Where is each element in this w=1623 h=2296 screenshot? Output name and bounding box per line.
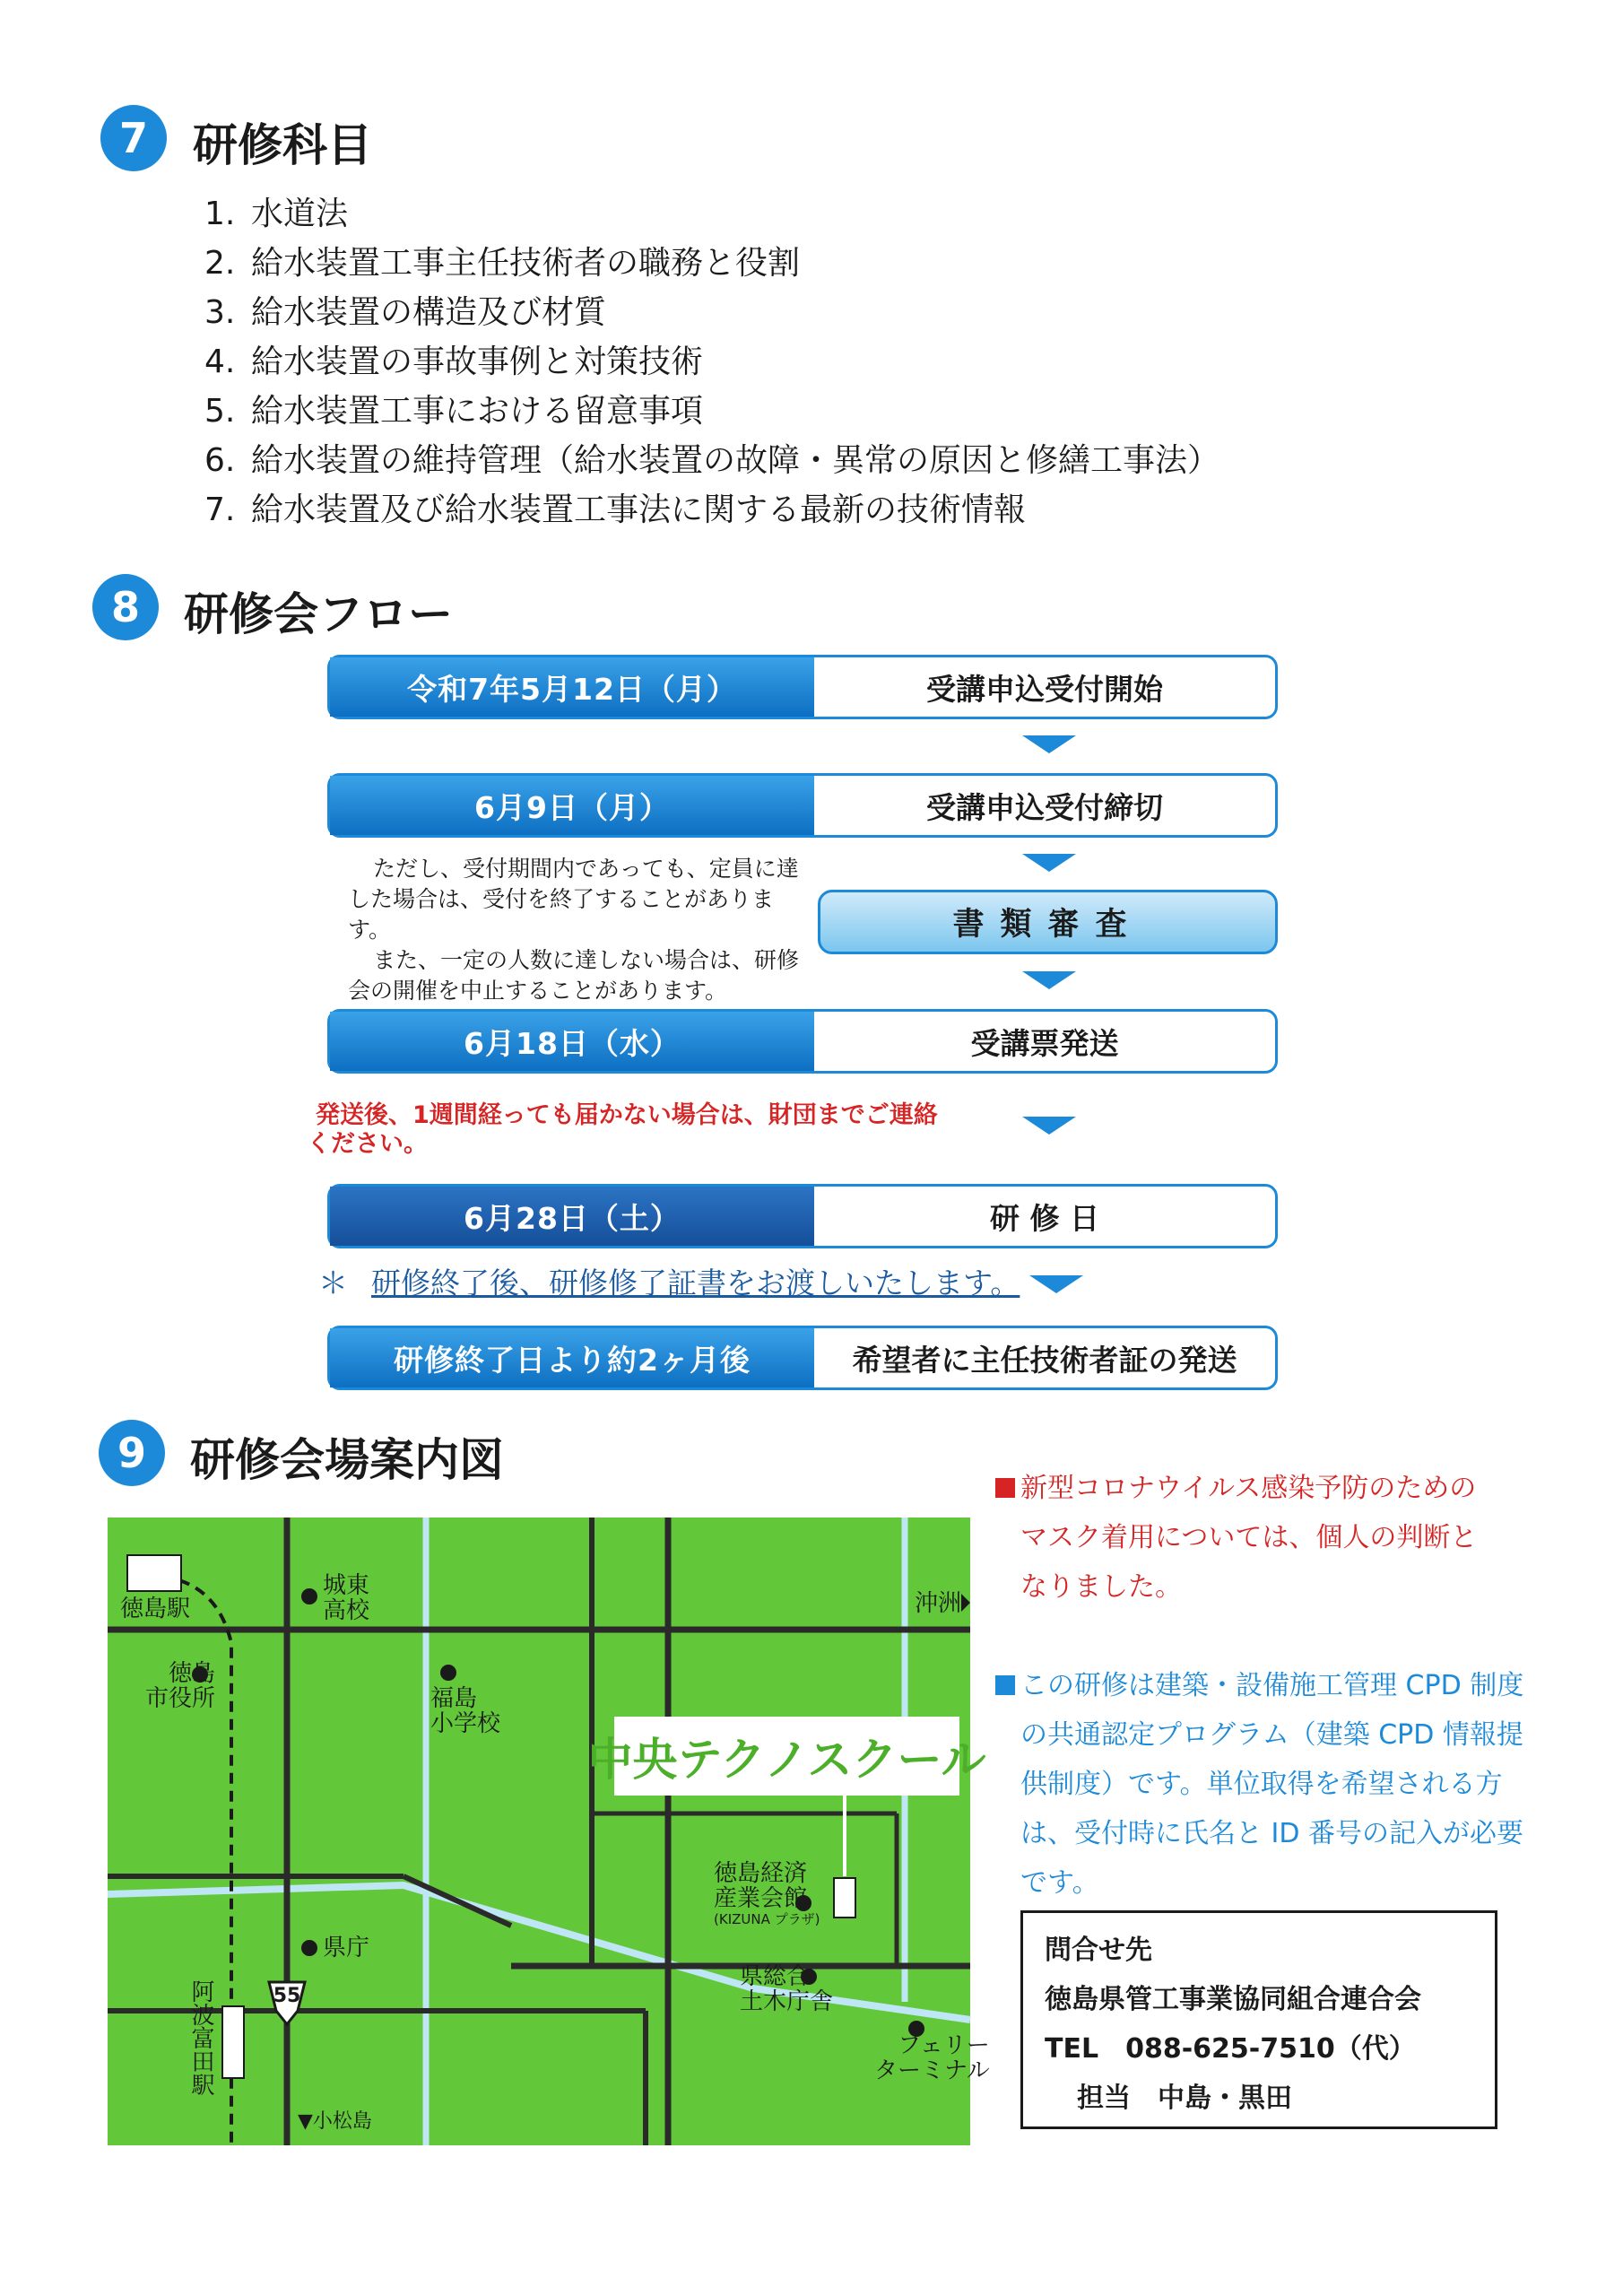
flow-step-date: 研修終了日より約2ヶ月後 <box>330 1328 814 1387</box>
flow-step-label: 受講申込受付開始 <box>926 671 1163 707</box>
section-title-venue: 研修会場案内図 <box>190 1434 504 1486</box>
map-label-joto-high: 城東 高校 <box>323 1572 370 1624</box>
venue-marker-icon <box>834 1878 855 1918</box>
station-icon <box>222 2006 244 2078</box>
map-label-okinosu: 沖洲 <box>915 1590 962 1617</box>
flow-arrow-icon <box>1022 1117 1076 1135</box>
subject-item: 6. 給水装置の維持管理（給水装置の故障・異常の原因と修繕工事法） <box>204 442 1220 479</box>
flow-arrow-icon <box>1022 735 1076 753</box>
square-bullet-icon <box>995 1675 1015 1695</box>
contact-phone: TEL 088-625-7510（代） <box>1045 2033 1416 2065</box>
flow-arrow-icon <box>1022 971 1076 989</box>
flow-step-label: 研 修 日 <box>990 1200 1099 1236</box>
subject-item: 7. 給水装置及び給水装置工事法に関する最新の技術情報 <box>204 491 1027 528</box>
section-7-badge: 7 <box>100 105 167 171</box>
map-venue-sign: 中央テクノスクール <box>614 1717 959 1796</box>
flow-step-application-open <box>327 655 1278 719</box>
contact-heading: 問合せ先 <box>1045 1935 1152 1966</box>
subject-item: 2. 給水装置工事主任技術者の職務と役割 <box>204 245 801 282</box>
section-8-badge: 8 <box>92 574 159 640</box>
flow-arrow-icon <box>1029 1275 1083 1293</box>
map-label-route: 55 <box>273 1985 301 2007</box>
flow-step-label: 希望者に主任技術者証の発送 <box>852 1342 1237 1378</box>
map-label-city-hall: 徳島 市役所 <box>145 1660 216 1712</box>
map-label-tokushima-station: 徳島駅 <box>120 1596 191 1622</box>
flow-step-training-day <box>327 1184 1278 1248</box>
flow-document-review: 書類審査 <box>818 890 1278 954</box>
map-label-ferry-terminal: フェリー ターミナル <box>874 2032 990 2084</box>
contact-person: 担当 中島・黒田 <box>1077 2083 1292 2114</box>
square-bullet-icon <box>995 1478 1015 1498</box>
subject-item: 1. 水道法 <box>204 196 349 232</box>
flow-step-license-dispatch <box>327 1326 1278 1390</box>
subject-item: 4. 給水装置の事故事例と対策技術 <box>204 344 704 380</box>
flow-step-date: 令和7年5月12日（月） <box>330 657 814 717</box>
section-9-badge: 9 <box>99 1420 165 1486</box>
subject-item: 3. 給水装置の構造及び材質 <box>204 294 607 331</box>
flow-step-date: 6月28日（土） <box>330 1187 814 1246</box>
flow-step-label: 受講票発送 <box>970 1025 1119 1061</box>
contact-organization: 徳島県管工事業協同組合連合会 <box>1045 1984 1421 2015</box>
subject-item: 5. 給水装置工事における留意事項 <box>204 393 704 430</box>
landmark-dot-icon <box>301 1940 317 1956</box>
flow-arrow-icon <box>1022 854 1076 872</box>
flow-step-date: 6月18日（水） <box>330 1012 814 1071</box>
flow-certificate-note: ＊ 研修終了後、研修修了証書をお渡しいたします。 <box>318 1265 1020 1300</box>
map-graphic <box>108 1518 970 2145</box>
section-title-flow: 研修会フロー <box>184 588 453 640</box>
flow-step-label: 受講申込受付締切 <box>926 789 1163 825</box>
map-label-awa-tomida: 阿波富田駅 <box>187 1979 214 2096</box>
flow-capacity-note: ただし、受付期間内であっても、定員に達 した場合は、受付を終了することがあります。 また、一定の人数に達しない場合は、研修 会の開催を中止することがあります。 <box>348 856 800 1004</box>
cpd-notice: この研修は建築・設備施工管理 CPD 制度 の共通認定プログラム（建築 CPD 情報提 供制度）です。単位取得を希望される方 は、受付時に氏名と ID 番号の記入が必要 です。 <box>995 1661 1569 1908</box>
map-label-komatsushima: ▼小松島 <box>298 2110 372 2133</box>
flow-step-ticket-dispatch <box>327 1009 1278 1074</box>
landmark-dot-icon <box>301 1588 317 1605</box>
flow-dispatch-note: 発送後、1週間経っても届かない場合は、財団までご連絡 ください。 <box>307 1101 938 1158</box>
landmark-dot-icon <box>440 1665 456 1681</box>
venue-map <box>108 1518 990 2145</box>
map-label-kizuna: 徳島経済 産業会館 (KIZUNA プラザ) <box>714 1860 820 1927</box>
section-title-subjects: 研修科目 <box>193 119 372 171</box>
flow-step-application-close <box>327 773 1278 838</box>
map-label-doboku: 県総合 土木庁舎 <box>740 1963 834 2015</box>
flow-step-date: 6月9日（月） <box>330 776 814 835</box>
mask-notice: 新型コロナウイルス感染予防のための マスク着用については、個人の判断と なりました。 <box>995 1464 1569 1612</box>
map-label-prefecture: 県庁 <box>323 1935 370 1961</box>
station-icon <box>127 1555 181 1591</box>
contact-box <box>1020 1910 1497 2129</box>
map-label-fukushima-school: 福島 小学校 <box>430 1685 501 1737</box>
